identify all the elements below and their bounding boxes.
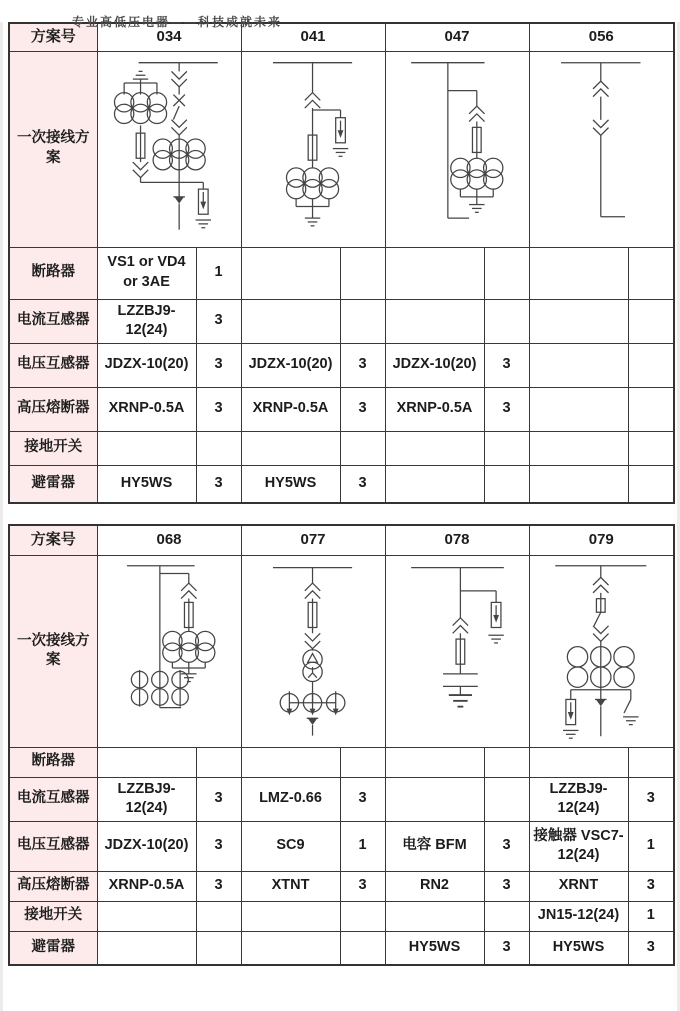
spec-model: XRNP-0.5A <box>385 387 484 431</box>
spec-model: 接触器 VSC7-12(24) <box>529 821 628 871</box>
spec-model <box>241 431 340 465</box>
table-row <box>9 431 674 465</box>
spec-model: HY5WS <box>529 931 628 965</box>
spec-qty: 3 <box>340 777 385 821</box>
spec-qty: 3 <box>196 871 241 901</box>
spec-qty: 1 <box>628 821 674 871</box>
spec-model: VS1 or VD4 or 3AE <box>97 247 196 299</box>
spec-model: HY5WS <box>385 931 484 965</box>
table-row <box>9 555 674 747</box>
spec-qty: 3 <box>484 931 529 965</box>
spec-qty <box>340 299 385 343</box>
spec-model <box>241 247 340 299</box>
spec-qty <box>628 431 674 465</box>
spec-qty <box>340 901 385 931</box>
header-label: 方案号 <box>9 525 97 555</box>
spec-qty <box>340 431 385 465</box>
table-row <box>9 821 674 871</box>
spec-model <box>97 901 196 931</box>
spec-qty <box>196 931 241 965</box>
spec-model <box>529 247 628 299</box>
spec-model: SC9 <box>241 821 340 871</box>
table-row <box>9 525 674 555</box>
spec-model: JN15-12(24) <box>529 901 628 931</box>
spec-model: 电容 BFM <box>385 821 484 871</box>
spec-qty: 3 <box>340 465 385 503</box>
row-label: 电压互感器 <box>9 343 97 387</box>
spec-model: XRNP-0.5A <box>241 387 340 431</box>
scheme-number: 068 <box>97 525 241 555</box>
wiring-diagram-056 <box>529 51 674 247</box>
spec-qty: 3 <box>340 343 385 387</box>
table-row <box>9 343 674 387</box>
spec-qty <box>628 747 674 777</box>
row-label: 断路器 <box>9 247 97 299</box>
spec-qty <box>484 747 529 777</box>
scheme-number: 077 <box>241 525 385 555</box>
spec-model <box>241 747 340 777</box>
wiring-diagram-077 <box>241 555 385 747</box>
spec-model: LZZBJ9-12(24) <box>97 299 196 343</box>
spec-model: XRNP-0.5A <box>97 871 196 901</box>
wiring-diagram-079 <box>529 555 674 747</box>
spec-model <box>529 343 628 387</box>
scheme-table-1 <box>8 22 675 504</box>
spec-model: JDZX-10(20) <box>97 343 196 387</box>
spec-model <box>385 431 484 465</box>
row-label: 避雷器 <box>9 465 97 503</box>
table-row <box>9 901 674 931</box>
spec-model <box>385 901 484 931</box>
spec-qty <box>484 777 529 821</box>
spec-qty: 1 <box>340 821 385 871</box>
spec-qty <box>484 901 529 931</box>
spec-qty <box>196 901 241 931</box>
table-row <box>9 465 674 503</box>
scheme-number: 041 <box>241 23 385 51</box>
scheme-number: 056 <box>529 23 674 51</box>
spec-qty: 3 <box>484 871 529 901</box>
spec-qty <box>196 747 241 777</box>
spec-qty <box>628 299 674 343</box>
spec-qty: 3 <box>340 871 385 901</box>
spec-model <box>529 299 628 343</box>
spec-model: JDZX-10(20) <box>97 821 196 871</box>
table-row <box>9 387 674 431</box>
spec-model: LMZ-0.66 <box>241 777 340 821</box>
spec-model <box>241 299 340 343</box>
row-label: 电流互感器 <box>9 299 97 343</box>
spec-qty <box>628 465 674 503</box>
spec-qty: 3 <box>196 343 241 387</box>
spec-model <box>97 747 196 777</box>
spec-model <box>97 931 196 965</box>
spec-model <box>241 901 340 931</box>
spec-qty: 3 <box>196 777 241 821</box>
row-label: 接地开关 <box>9 901 97 931</box>
spec-qty: 1 <box>628 901 674 931</box>
spec-qty: 3 <box>628 777 674 821</box>
spec-model: JDZX-10(20) <box>241 343 340 387</box>
spec-model <box>385 747 484 777</box>
spec-model <box>529 431 628 465</box>
spec-qty <box>628 247 674 299</box>
table-row <box>9 51 674 247</box>
spec-qty: 3 <box>628 871 674 901</box>
spec-model <box>385 465 484 503</box>
spec-qty <box>484 431 529 465</box>
spec-qty <box>340 747 385 777</box>
spec-qty: 1 <box>196 247 241 299</box>
spec-model: HY5WS <box>97 465 196 503</box>
table-row <box>9 931 674 965</box>
scheme-number: 079 <box>529 525 674 555</box>
spec-model <box>385 247 484 299</box>
scheme-number: 078 <box>385 525 529 555</box>
spec-model: JDZX-10(20) <box>385 343 484 387</box>
row-label: 避雷器 <box>9 931 97 965</box>
spec-model: HY5WS <box>241 465 340 503</box>
diagram-row-label: 一次接线方案 <box>9 555 97 747</box>
table-row <box>9 777 674 821</box>
spec-qty: 3 <box>484 343 529 387</box>
spec-qty <box>340 931 385 965</box>
spec-qty <box>628 387 674 431</box>
spec-model: LZZBJ9-12(24) <box>529 777 628 821</box>
spec-model: RN2 <box>385 871 484 901</box>
spec-qty <box>196 431 241 465</box>
spec-qty <box>484 247 529 299</box>
row-label: 高压熔断器 <box>9 871 97 901</box>
header-label: 方案号 <box>9 23 97 51</box>
table-row <box>9 871 674 901</box>
table-row <box>9 247 674 299</box>
spec-qty: 3 <box>196 387 241 431</box>
spec-model <box>385 299 484 343</box>
spec-qty <box>628 343 674 387</box>
row-label: 高压熔断器 <box>9 387 97 431</box>
spec-qty: 3 <box>484 821 529 871</box>
spec-qty: 3 <box>340 387 385 431</box>
spec-model: XRNP-0.5A <box>97 387 196 431</box>
spec-qty <box>340 247 385 299</box>
spec-model <box>529 465 628 503</box>
spec-model <box>241 931 340 965</box>
wiring-diagram-078 <box>385 555 529 747</box>
row-label: 电压互感器 <box>9 821 97 871</box>
wiring-diagram-047 <box>385 51 529 247</box>
spec-qty: 3 <box>628 931 674 965</box>
scheme-number: 034 <box>97 23 241 51</box>
spec-model <box>529 747 628 777</box>
table-row <box>9 747 674 777</box>
diagram-row-label: 一次接线方案 <box>9 51 97 247</box>
row-label: 电流互感器 <box>9 777 97 821</box>
page-left-edge <box>0 22 3 1011</box>
spec-model <box>529 387 628 431</box>
page-watermark: 专业高低压电器——科技成就未来 <box>72 15 283 29</box>
spec-model: XRNT <box>529 871 628 901</box>
spec-qty: 3 <box>196 299 241 343</box>
wiring-diagram-068 <box>97 555 241 747</box>
spec-qty <box>484 299 529 343</box>
spec-qty: 3 <box>196 821 241 871</box>
table-row <box>9 299 674 343</box>
wiring-diagram-041 <box>241 51 385 247</box>
spec-model <box>97 431 196 465</box>
spec-qty <box>484 465 529 503</box>
row-label: 接地开关 <box>9 431 97 465</box>
spec-model <box>385 777 484 821</box>
spec-model: XTNT <box>241 871 340 901</box>
spec-model: LZZBJ9-12(24) <box>97 777 196 821</box>
wiring-diagram-034 <box>97 51 241 247</box>
spec-qty: 3 <box>484 387 529 431</box>
scheme-table-2 <box>8 524 675 966</box>
spec-qty: 3 <box>196 465 241 503</box>
row-label: 断路器 <box>9 747 97 777</box>
scheme-number: 047 <box>385 23 529 51</box>
